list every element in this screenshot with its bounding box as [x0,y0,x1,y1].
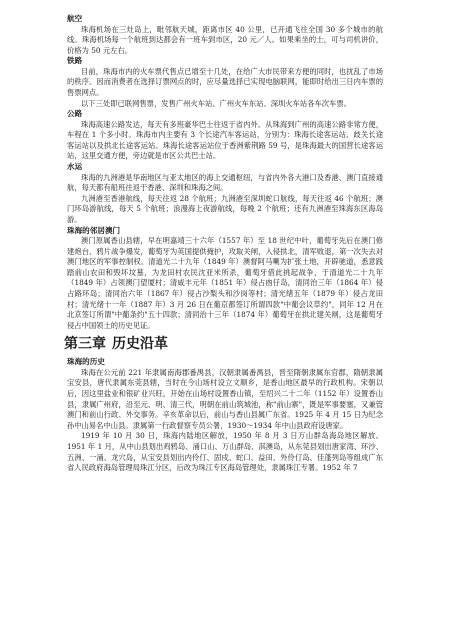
rail-paragraph-2: 以下三处即已联网售票，发售广州火车站、广州火车东站、深圳火车站各车次车票。 [81,98,351,108]
neighbors-paragraph: 澳门原属香山县辖，早在明嘉靖三十六年（1557 年）至 18 世纪中叶，葡萄牙先后在澳门修建炮台、鸦片战争爆发，葡萄牙为英国提供掩护，攻取关闸，入侵拱北，清军败退，第一次失去对澳门地区的军事控制权。清道光二十九年（1849 年）澳督阿马喇为扩张土地，开辟驰道，悉意践踏前山农田和毁坏坟墓，为龙田村农民沈亚米所杀，葡萄牙借此挑起战争，于清道光二十九年（1849 年）占领澳门望厦村；清咸丰元年（1851 年）侵占凼仔岛，清同治三年（1864 年）侵占路环岛；清同治六年（1867 年）侵占沙梨头和沙岗等村；清光绪五年（1879 年）侵占龙田村；清光绪十一年（1887 年）3 月 26 日在葡京都签订所谓四款"中葡会议草约"，同年 12 月在北京签订所谓"中葡条约"五十四款；清同治十三年（1874 年）葡萄牙在拱北建关闸，这是葡萄牙侵占中国领土的历史见证。 [67,236,383,330]
history-paragraph-2: 1919 年 10 月 30 日，珠海内陆地区解放，1950 年 8 月 3 日万山群岛海岛地区解放。1951 年 1 月，从中山县划出鸡鸦岛、涌口山、万山群岛、淇澳岛，从东莞县划出唐家湾、环沙、五洲、一涌、龙穴岛，从宝安县划出内伶仃、固戍、蛇口、益田、外伶仃岛、佳蓬列岛等组成广东省人民政府海岛管理局珠江分区，后改为珠江专区海岛管理处，隶属珠江专署。1952 年 7 [67,431,383,473]
water-paragraph-1: 珠海的九洲港是华南地区与亚太地区的海上交通枢纽，与省内外各大港口及香港、澳门直接通航，每天都有船班往返于香港、深圳和珠海之间。 [67,172,383,193]
airport-heading: 航空 [67,14,83,23]
chapter-number: 第三章 [64,336,106,353]
rail-paragraph-1: 目前，珠海市内的火车票代售点已增至十几处，在给广大市民带来方便的同时，也扰乱了市场的秩序。因而消费者在选择订票网点的时，应尽量选择已实现电脑联网，能即时给出三日内车票的售票网点。 [67,66,383,97]
history-paragraph-1: 珠海在公元前 221 年隶属南海郡番禺县，汉朝隶属番禺县，晋至隋朝隶属东官郡，隋朝隶属宝安县，唐代隶属东莞县辖，当时在今山场村设立文顺乡，是香山地区最早的行政机构。宋朝以后，因这里盐业和银矿业兴旺，开始在山场村设置香山镇，至绍兴二十二年（1152 年）设置香山县，隶属广州府，沿至元、明、清三代，明朝在前山筑城池，称"前山寨"，既是军事要塞，又兼管澳门和前山行政、外交事务。辛亥革命以后，前山与香山县属广东省。1925 年 4 月 15 日为纪念孙中山易名中山县。隶属第一行政督察专员公署，1930～1934 年中山县政府设唐家。 [67,367,383,430]
highway-heading: 公路 [67,109,83,119]
chapter-name: 历史沿革 [112,336,168,353]
airport-paragraph: 珠海机场在三灶岛上，毗邻航天城，距离市区 40 公里，已开通飞往全国 30 多个城市的航线。珠海机场每一个航班到达都会有一班车到市区，20 元／人。如果乘坐的士，可与司机讲价，价格为 50 元左右。 [67,24,383,55]
neighbors-heading: 珠海的邻居澳门 [67,225,121,235]
highway-paragraph: 珠海高速公路发达，每天有多班豪华巴士往返于省内外。从珠海到广州的高速公路非常方便，车程在 1 个多小时。珠海市内主要有 3 个长途汽车客运站，分别为：珠海长途客运站、歧关长途客运站以及拱北长途客运站。珠海长途客运站位于香洲紫荆路 59 号，是珠海最大的国营长途客运站，这里交通方便，旁边就是市区公共巴士站。 [67,119,383,161]
rail-heading: 铁路 [67,56,83,66]
history-heading: 珠海的历史 [67,357,105,367]
water-heading: 水运 [67,162,83,172]
water-paragraph-2: 九洲港至香港航线，每天往返 28 个航班；九洲港至深圳蛇口航线，每天往返 46 个航班；澳门环岛游航线，每天 5 个航班；浪漫海上夜游航线，每晚 2 个航班；还有九洲港至珠海东区海岛游。 [67,193,383,224]
chapter-title [64,334,383,354]
